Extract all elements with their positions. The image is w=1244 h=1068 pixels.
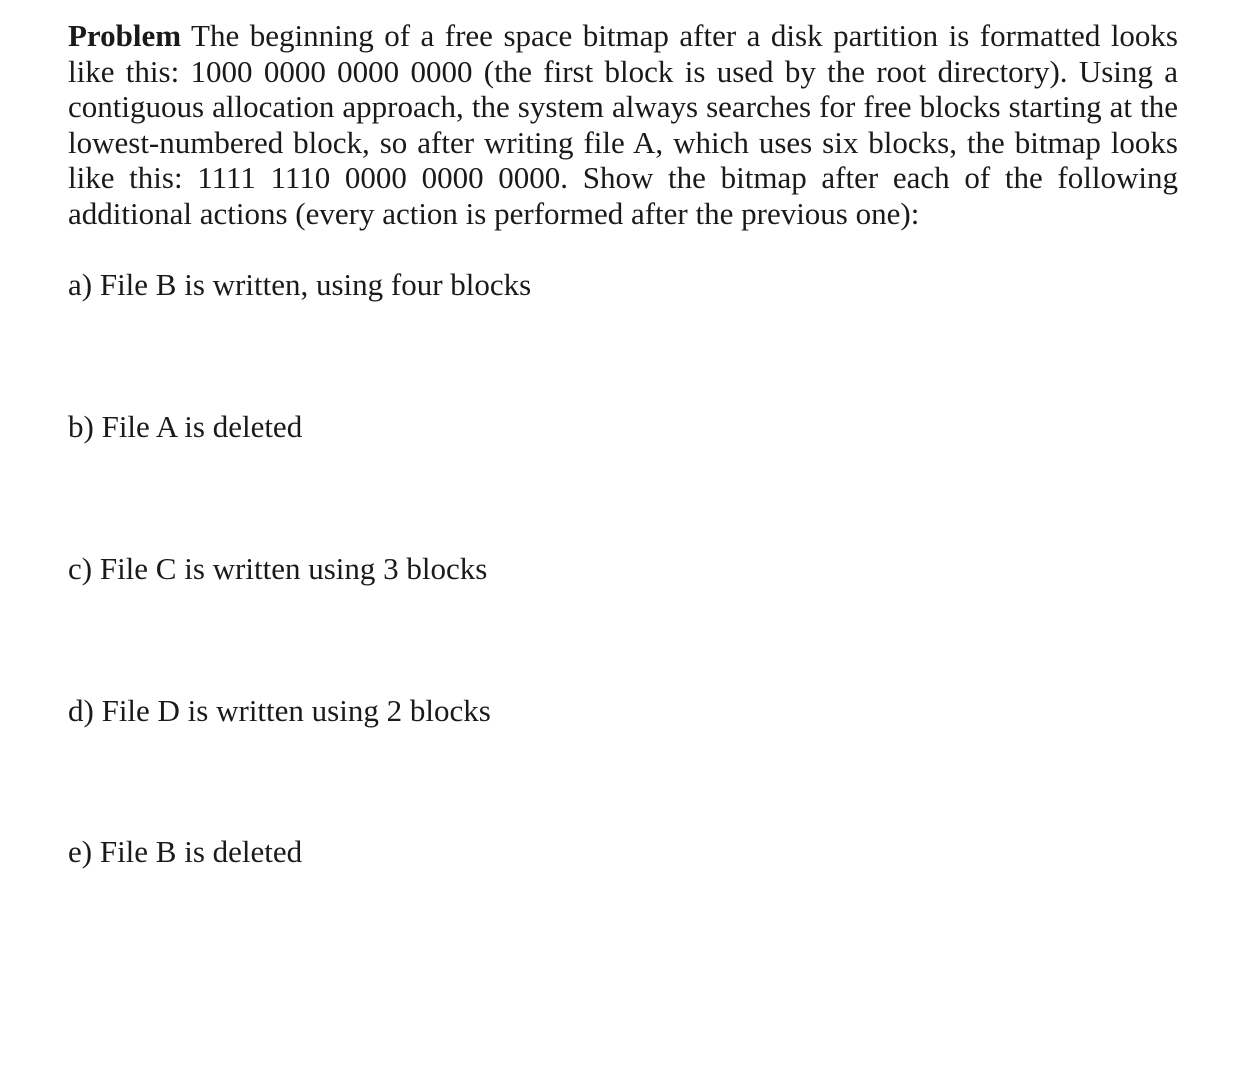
part-e: e) File B is deleted [68, 834, 303, 869]
problem-text: The beginning of a free space bitmap after a disk partition is formatted looks like this: 1000 0000 0000 0000 (the first block is used by the root directory). Using a contiguous allocation approach, the system always searches for free blocks starting at the lowest-numbered block, so after writing file A, which uses six blocks, the bitmap looks like this: 1111 1110 0000 0000 0000. Show the bitmap after each of the following additional actions (every action is performed after the previous one): [68, 18, 1178, 231]
problem-label: Problem [68, 18, 182, 53]
part-b: b) File A is deleted [68, 409, 303, 444]
problem-statement [68, 18, 1178, 232]
part-d: d) File D is written using 2 blocks [68, 693, 491, 728]
part-c: c) File C is written using 3 blocks [68, 551, 488, 586]
part-a: a) File B is written, using four blocks [68, 267, 532, 302]
